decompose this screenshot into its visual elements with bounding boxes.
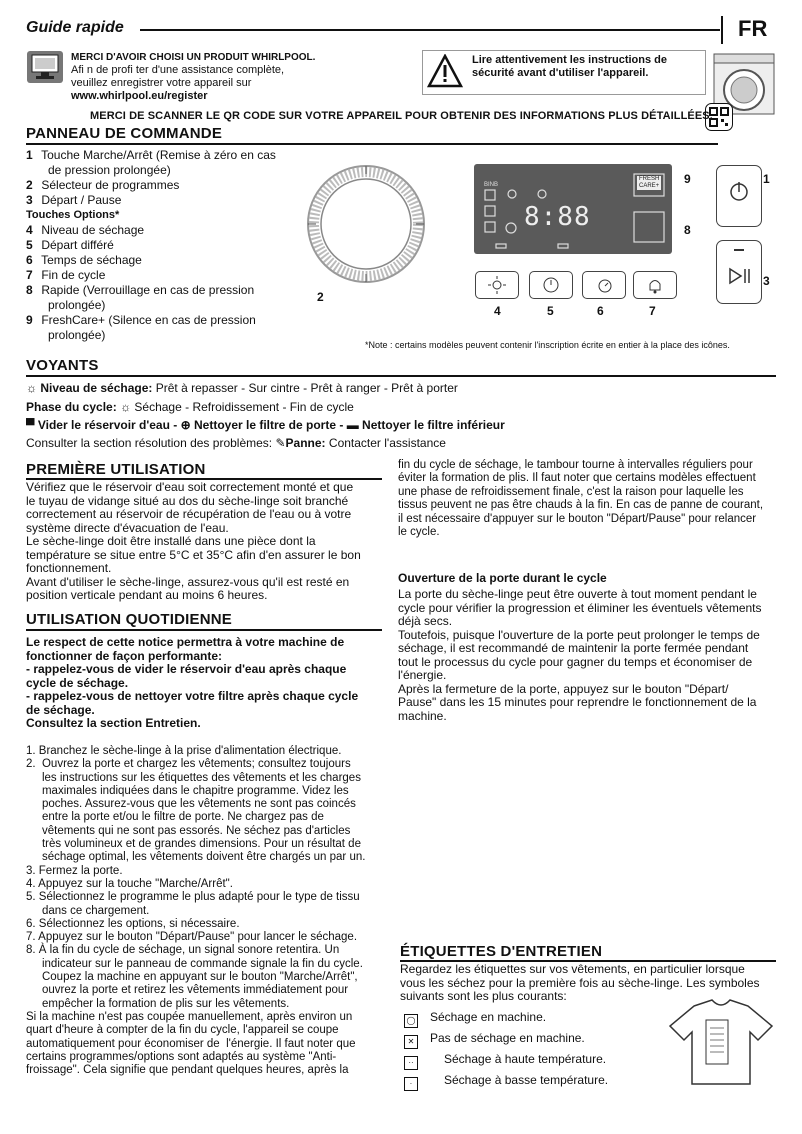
thanks-line: Afi n de profi ter d'une assistance complète, [71,64,285,76]
care-item [404,1052,606,1070]
high-heat-dry-icon: ·· [404,1056,418,1070]
warning-line: sécurité avant d'utiliser l'appareil. [472,67,649,79]
freshcare-label [637,176,661,190]
warning-line: Lire attentivement les instructions de [472,54,667,66]
step-line: 3. Fermez la porte. [26,864,123,877]
care-item [404,1073,608,1091]
callout-3: 3 [763,274,770,288]
sun-icon: ☼ [120,400,132,414]
reminder-line: - rappelez-vous de vider le réservoir d'eau après chaque [26,662,347,676]
callout-8: 8 [684,223,691,237]
paragraph-line: machine. [398,708,447,723]
step-line: très volumineux et de grandes dimensions. Pour un résultat de [26,838,361,851]
delay-start-button[interactable] [529,271,573,299]
door-opening-title: Ouverture de la porte durant le cycle [398,571,607,585]
care-item [404,1031,585,1049]
callout-5: 5 [547,304,554,318]
section-rule [26,143,718,145]
header-divider [721,16,723,44]
legend-item: 2 Sélecteur de programmes [26,178,180,192]
header-rule [140,29,720,31]
door-filter-label: Nettoyer le filtre de porte - [193,418,344,432]
fault-action: Contacter l'assistance [328,436,446,450]
drying-level-button[interactable] [475,271,519,299]
models-note: *Note : certains modèles peuvent contenir l'inscription écrite en entier à la place des icônes. [365,340,730,350]
tumble-dry-icon: ◯ [404,1014,418,1028]
care-item-label: Séchage à basse température. [444,1073,609,1087]
reminder-line: cycle de séchage. [26,675,129,690]
paragraph-line: suivants sont les plus courants: [400,989,567,1003]
anti-crease-text [398,459,778,539]
paragraph-line: éviter la formation de plis. Il faut noter que certains modèles effectuent [398,472,756,485]
legend-item: 7 Fin de cycle [26,268,106,282]
paragraph-line: Le sèche-linge doit être installé dans une pièce dont la [26,534,316,548]
paragraph-line: position verticale pendant au moins 6 heures. [26,588,268,602]
callout-6: 6 [597,304,604,318]
cycle-phase-values: Séchage - Refroidissement - Fin de cycle [134,400,354,414]
freshcare-label-line: FRESH [639,176,660,182]
voyants-line-phase [26,400,354,414]
thanks-title: MERCI D'AVOIR CHOISI UN PRODUIT WHIRLPOOL. [71,52,316,63]
care-item-label: Séchage en machine. [430,1010,547,1024]
paragraph-line: l'énergie. [398,668,447,682]
paragraph-line: Pause" dans les 15 minutes pour reprendre le fonctionnement de la [398,695,757,709]
daily-use-reminders [26,636,386,731]
svg-text:BINB: BINB [484,182,499,188]
section-title-etiquettes: ÉTIQUETTES D'ENTRETIEN [400,943,603,960]
display-digits: 8:88 [524,202,591,232]
step-line: poches. Assurez-vous que les vêtements ne sont pas coincés [26,798,356,811]
step-line: quart d'heure à compter de la fin du cycle, l'appareil se coupe [26,1024,339,1037]
legend-item-cont: de pression prolongée) [48,163,171,177]
legend-item: 4 Niveau de séchage [26,223,145,237]
drying-level-values: Prêt à repasser - Sur cintre - Prêt à ranger - Prêt à porter [155,381,458,395]
paragraph-line: tissus peuvent ne pas être chauds à la fin. En cas de panne de courant, [398,499,764,512]
step-line: maximales indiquées dans le chapitre programme. Videz les [26,784,349,797]
paragraph-line: déjà secs. [398,614,453,628]
reminder-line: Le respect de cette notice permettra à votre machine de [26,635,345,649]
tshirt-care-label-illustration [664,998,778,1088]
callout-7: 7 [649,304,656,318]
legend-item-cont: prolongée) [48,298,106,312]
legend-item: 3 Départ / Pause [26,193,122,207]
start-pause-button[interactable] [716,240,762,304]
end-of-cycle-button[interactable] [633,271,677,299]
options-title: Touches Options* [26,209,120,221]
water-tank-icon: ▀ [26,418,35,432]
care-item-label: Séchage à haute température. [444,1052,607,1066]
section-title-voyants: VOYANTS [26,357,99,374]
daily-use-steps [26,745,386,1077]
callout-9: 9 [684,172,691,186]
paragraph-line: vous les séchez pour la première fois au sèche-linge. Les symboles [400,975,760,990]
troubleshooting-text: Consulter la section résolution des problèmes: [26,436,273,450]
voyants-line-fault [26,436,446,450]
door-opening-text [398,588,778,723]
step-line: Coupez la machine en appuyant sur le bouton "Marche/Arrêt", [26,971,358,984]
paragraph-line: une phase de refroidissement finale, c'est la raison pour laquelle les [398,485,744,498]
step-line: vêtements qui ne sont pas essorés. Ne séchez pas d'articles [26,824,351,837]
paragraph-line: le cycle. [398,526,440,539]
paragraph-line: système directe d'évacuation de l'eau. [26,520,229,535]
legend-item-cont: prolongée) [48,328,106,342]
safety-warning-text [472,54,702,80]
callout-1: 1 [763,172,770,186]
empty-tank-label: Vider le réservoir d'eau - [37,418,178,432]
step-line: entre la porte et/ou le filtre de porte. Ne chargez pas de [26,811,324,824]
care-item-label: Pas de séchage en machine. [430,1031,585,1045]
section-title-premiere: PREMIÈRE UTILISATION [26,461,206,478]
thanks-line: veuillez enregistrer votre appareil sur [71,77,252,89]
reminder-line: Consultez la section Entretien. [26,716,201,730]
paragraph-line: Toutefois, puisque l'ouverture de la porte peut prolonger le temps de [398,627,760,642]
paragraph-line: Vérifiez que le réservoir d'eau soit correctement monté et que [26,480,354,494]
step-line: froissage". Cela signifie que pendant quelques heures, après la [26,1064,349,1077]
legend-item: 5 Départ différé [26,238,114,252]
legend-item: 6 Temps de séchage [26,253,142,267]
paragraph-line: séchage, il est recommandé de maintenir la porte fermée pendant [398,641,749,655]
no-tumble-dry-icon: ✕ [404,1035,418,1049]
paragraph-line: La porte du sèche-linge peut être ouverte à tout moment pendant le [398,587,757,601]
door-filter-icon: ⊕ [180,418,191,432]
step-line: 5. Sélectionnez le programme le plus adapté pour le type de tissu [26,891,360,904]
step-line: automatiquement pour économiser de l'énergie. Il faut noter que [26,1037,356,1050]
wrench-icon: ✎ [275,436,286,450]
freshcare-label-line: CARE+ [639,183,660,189]
step-line: certains programmes/options sont adaptés au système "Anti- [26,1050,337,1063]
first-use-text [26,481,386,603]
paragraph-line: il est nécessaire d'appuyer sur le bouton "Départ/Pause" pour relancer [398,512,757,525]
fault-label: Panne: [285,436,326,450]
cycle-phase-label: Phase du cycle: [26,400,117,414]
paragraph-line: cycle pour vérifier la progression et éliminer les éventuels vêtements [398,600,762,615]
step-line: 4. Appuyez sur la touche "Marche/Arrêt". [26,877,233,890]
drying-level-label: Niveau de séchage: [40,381,153,395]
step-line: les instructions sur les étiquettes des vêtements et les charges [26,771,361,784]
step-line: séchage optimal, les vêtements doivent être chargés un par un. [26,851,366,864]
reminder-line: - rappelez-vous de nettoyer votre filtre après chaque cycle [26,689,359,703]
paragraph-line: le tuyau de vidange situé au dos du sèche-linge soit branché [26,493,349,508]
paragraph-line: tout le processus du cycle pour gagner du temps et économiser de [398,654,753,669]
lower-filter-label: Nettoyer le filtre inférieur [362,418,505,432]
paragraph-line: Regardez les étiquettes sur vos vêtements, en particulier lorsque [400,962,745,976]
paragraph-line: fin du cycle de séchage, le tambour tourne à intervalles réguliers pour [398,459,753,471]
section-rule [26,375,776,377]
register-link[interactable]: www.whirlpool.eu/register [71,90,208,102]
section-title-quotidienne: UTILISATION QUOTIDIENNE [26,611,232,628]
lower-filter-icon: ▬ [346,418,359,432]
care-symbols-list [404,1010,644,1090]
step-line: 2. Ouvrez la porte et chargez les vêtements; consultez toujours [26,758,351,771]
qr-scan-instruction: MERCI DE SCANNER LE QR CODE SUR VOTRE APPAREIL POUR OBTENIR DES INFORMATIONS PLUS DÉTAILLÉES. [90,110,713,122]
paragraph-line: Avant d'utiliser le sèche-linge, assurez-vous qu'il est resté en [26,574,350,589]
paragraph-line: température se situe entre 5°C et 35°C afin d'en assurer le bon [26,547,361,562]
care-item [404,1010,546,1028]
paragraph-line: Après la fermeture de la porte, appuyez sur le bouton "Départ/ [398,681,729,696]
step-line: 7. Appuyez sur le bouton "Départ/Pause" pour lancer le séchage. [26,931,358,944]
control-panel-legend [26,148,316,343]
section-title-panneau: PANNEAU DE COMMANDE [26,125,223,142]
drying-time-button[interactable] [582,271,626,299]
paragraph-line: correctement au réservoir de récupération de l'eau ou à votre [26,507,352,521]
reminder-line: de séchage. [26,702,95,717]
callout-2: 2 [317,290,324,304]
legend-item: 1 Touche Marche/Arrêt (Remise à zéro en cas [26,148,276,162]
power-button[interactable] [716,165,762,227]
low-heat-dry-icon: · [404,1077,418,1091]
step-line: dans ce chargement. [26,904,150,917]
legend-item: 9 FreshCare+ (Silence en cas de pression [26,313,256,327]
voyants-line-level [26,381,458,395]
reminder-line: fonctionner de façon performante: [26,648,223,663]
step-line: empêcher la formation de plis sur les vêtements. [26,997,290,1010]
section-rule [26,629,382,631]
voyants-line-maintenance [26,418,505,432]
step-line: ouvrez la porte et retirez les vêtements immédiatement pour [26,984,349,997]
callout-4: 4 [494,304,501,318]
computer-icon [27,51,63,83]
step-line: 8. À la fin du cycle de séchage, un signal sonore retentira. Un [26,944,340,957]
warning-icon [427,54,463,88]
program-selector-dial[interactable] [304,162,428,286]
paragraph-line: fonctionnement. [26,561,112,575]
guide-title: Guide rapide [26,19,124,36]
sun-icon: ☼ [26,381,37,395]
step-line: 6. Sélectionnez les options, si nécessaire. [26,917,240,930]
legend-item: 8 Rapide (Verrouillage en cas de pression [26,283,255,297]
thanks-block [71,51,411,103]
step-line: Si la machine n'est pas coupée manuellement, après environ un [26,1010,353,1023]
language-code: FR [738,16,768,41]
step-line: 1. Branchez le sèche-linge à la prise d'alimentation électrique. [26,745,342,757]
step-line: indicateur sur le panneau de commande signale la fin du cycle. [26,957,363,970]
